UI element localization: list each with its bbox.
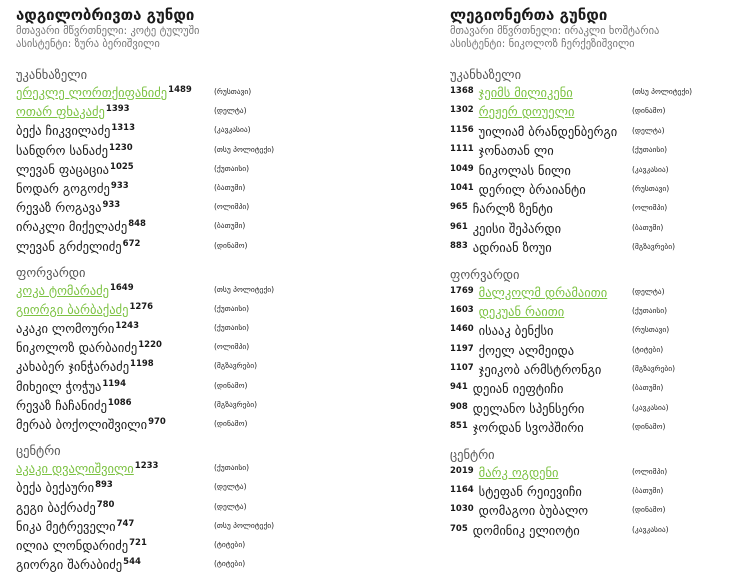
player-points: 1649 xyxy=(109,282,134,293)
player-name: ჯეიკობ არმსტრონგი xyxy=(478,362,602,378)
player-club: (ბათუმი) xyxy=(632,383,664,393)
player-points: 1107 xyxy=(450,363,474,374)
player-row xyxy=(16,159,336,178)
player-club: (დინამო) xyxy=(632,505,666,515)
player-points: 961 xyxy=(450,221,468,232)
player-name: ილია ლონდარიძე xyxy=(16,537,129,553)
player-row xyxy=(450,340,720,359)
player-name: სანდრო სანაძე xyxy=(16,142,109,158)
player-club: (ქუთაისი) xyxy=(214,463,250,473)
player-row xyxy=(16,356,336,375)
player-row xyxy=(16,477,336,496)
player-club: (თსუ პოლიტექი) xyxy=(214,520,275,530)
player-points: 1368 xyxy=(450,86,474,96)
player-name: სტეფან რეიევიჩი xyxy=(478,484,582,500)
player-points: 705 xyxy=(450,523,468,534)
player-points: 1243 xyxy=(115,321,140,332)
player-points: 780 xyxy=(96,499,115,510)
player-name: ნიკოლოზ დარბაიძე xyxy=(16,340,138,356)
player-row xyxy=(450,101,720,120)
player-row xyxy=(16,554,336,573)
player-points: 2019 xyxy=(450,465,474,476)
player-name: დერილ ბრაიანტი xyxy=(478,181,586,197)
player-points: 965 xyxy=(450,202,468,213)
player-points: 1603 xyxy=(450,304,474,315)
player-name-link[interactable]: მარკ ოგდენი xyxy=(478,464,559,480)
player-points: 1313 xyxy=(111,123,136,134)
player-row xyxy=(16,337,336,356)
player-name: გიორგი შარაბიძე xyxy=(16,557,123,573)
player-row xyxy=(16,82,336,101)
player-club: (ქუთაისი) xyxy=(632,305,668,315)
player-name-link[interactable]: ოთარ ფხაკაძე xyxy=(16,104,105,120)
player-club: (დელტა) xyxy=(214,106,247,116)
player-name: ჯორდან სვოპშირი xyxy=(472,420,584,436)
player-points: 1197 xyxy=(450,343,474,354)
player-row xyxy=(16,178,336,197)
player-points: 908 xyxy=(450,401,468,412)
player-club: (მგზავრები) xyxy=(632,364,676,374)
player-club: (ტიტები) xyxy=(214,559,246,569)
player-name: კეისი შეპარდი xyxy=(472,220,562,236)
player-club: (მგზავრები) xyxy=(214,361,258,371)
player-points: 1041 xyxy=(450,182,474,193)
player-name-link[interactable]: დეკუან რაითი xyxy=(478,303,565,319)
player-row xyxy=(450,140,720,159)
player-name-link[interactable]: კოკა ტომარაძე xyxy=(16,282,109,298)
player-points: 1198 xyxy=(130,359,154,370)
player-points: 747 xyxy=(116,518,135,529)
player-name: ადრიან ზოუი xyxy=(472,240,552,256)
player-name-link[interactable]: აკაკი დვალიშვილი xyxy=(16,461,134,477)
player-points: 1164 xyxy=(450,485,474,496)
player-points: 1393 xyxy=(105,104,130,115)
player-name: დომინიკ ელიოტი xyxy=(472,522,580,538)
position-group xyxy=(450,447,720,540)
player-name: ჯონათან ლი xyxy=(478,143,554,159)
player-club: (ოლიმპი) xyxy=(632,466,668,476)
player-club: (კავკასია) xyxy=(214,125,251,135)
position-label: უკანხაზელი xyxy=(450,67,522,82)
player-club: (კავკასია) xyxy=(632,402,669,412)
player-name: რევაზ ჩაჩანიძე xyxy=(16,397,107,413)
player-points: 933 xyxy=(102,200,121,211)
player-row xyxy=(450,179,720,198)
player-row xyxy=(450,398,720,417)
player-points: 883 xyxy=(450,241,468,252)
player-club: (მგზავრები) xyxy=(214,399,258,409)
player-row xyxy=(16,280,336,299)
player-points: 1230 xyxy=(109,142,133,153)
legionnaire-team-column xyxy=(450,6,720,539)
player-points: 1049 xyxy=(450,163,474,174)
player-club: (დელტა) xyxy=(632,125,665,135)
player-points: 851 xyxy=(450,421,468,432)
player-name: უილიამ ბრანდენბერგი xyxy=(478,123,618,139)
player-points: 1460 xyxy=(450,324,474,335)
player-name: დელანო სპენსერი xyxy=(472,400,585,416)
position-group xyxy=(16,265,336,434)
player-name: ბექა ჩიკვილაძე xyxy=(16,123,111,139)
position-group xyxy=(16,443,336,573)
position-group xyxy=(450,267,720,437)
player-row xyxy=(450,520,720,539)
player-name: რევაზ როგავა xyxy=(16,200,102,216)
player-row xyxy=(450,82,720,101)
player-row xyxy=(16,497,336,516)
player-club: (რუსთავი) xyxy=(214,87,252,96)
player-club: (ბათუმი) xyxy=(632,486,664,496)
player-club: (ბათუმი) xyxy=(632,222,664,232)
player-row xyxy=(450,282,720,301)
player-row xyxy=(450,121,720,140)
head-coach: მთავარი მწვრთნელი: ირაკლი ხოშტარია xyxy=(450,25,660,37)
player-name-link[interactable]: რეჟერ დოუელი xyxy=(478,104,575,120)
player-name: აკაკი ლომოური xyxy=(16,321,115,337)
player-row xyxy=(16,299,336,318)
player-name: ირაკლი მიქელაძე xyxy=(16,219,128,235)
player-row xyxy=(16,197,336,216)
player-name: დეიან იეფტიჩი xyxy=(472,381,564,397)
player-row xyxy=(16,236,336,255)
player-name: ნოდარ გოგოძე xyxy=(16,180,110,196)
player-row xyxy=(450,320,720,339)
player-row xyxy=(450,237,720,256)
player-row xyxy=(16,101,336,120)
player-club: (კავკასია) xyxy=(632,164,669,174)
team-title: ლეგიონერთა გუნდი xyxy=(450,6,608,24)
player-points: 1156 xyxy=(450,124,474,135)
player-club: (ქუთაისი) xyxy=(214,163,250,173)
player-club: (ოლიმპი) xyxy=(214,202,250,212)
player-name: ნიკოლას ნილი xyxy=(478,162,571,178)
player-club: (თსუ პოლიტექი) xyxy=(214,284,275,294)
player-points: 848 xyxy=(128,219,146,230)
player-club: (ბათუმი) xyxy=(214,182,246,192)
player-name: მიხეილ ჭოჭუა xyxy=(16,378,102,394)
player-club: (დელტა) xyxy=(632,286,665,296)
player-points: 893 xyxy=(95,480,113,491)
player-row xyxy=(16,414,336,433)
player-row xyxy=(450,198,720,217)
player-points: 1769 xyxy=(450,285,474,296)
player-row xyxy=(16,140,336,159)
head-coach: მთავარი მწვრთნელი: კოტე ტულუში xyxy=(16,25,200,37)
position-group xyxy=(450,67,720,257)
player-points: 1489 xyxy=(168,85,192,95)
player-row xyxy=(16,120,336,139)
player-row xyxy=(16,395,336,414)
player-club: (ოლიმპი) xyxy=(632,203,668,213)
player-club: (თსუ პოლიტექი) xyxy=(632,87,693,96)
position-label: ფორვარდი xyxy=(450,266,520,282)
position-groups xyxy=(450,67,720,539)
position-label: უკანხაზელი xyxy=(16,67,88,82)
assistant-coach: ასისტენტი: ნიკოლოზ ჩერქეზიშვილი xyxy=(450,38,635,50)
player-row xyxy=(450,218,720,237)
player-points: 672 xyxy=(122,238,141,249)
player-name: დომაგოი ბუბალო xyxy=(478,503,589,519)
player-club: (დინამო) xyxy=(214,419,248,428)
player-points: 1025 xyxy=(110,161,134,172)
player-name: ნიკა მეტრეველი xyxy=(16,518,116,534)
player-points: 1194 xyxy=(102,378,127,389)
assistant-coach: ასისტენტი: ზურა ბერიშვილი xyxy=(16,38,160,50)
player-club: (მგზავრები) xyxy=(632,242,676,252)
player-club: (რუსთავი) xyxy=(632,325,670,335)
player-club: (კავკასია) xyxy=(632,524,669,534)
player-club: (ქუთაისი) xyxy=(214,303,250,313)
player-club: (დინამო) xyxy=(214,240,248,250)
player-club: (ქუთაისი) xyxy=(214,323,250,333)
player-club: (ოლიმპი) xyxy=(214,342,250,352)
position-label: ცენტრი xyxy=(16,443,61,459)
player-club: (ბათუმი) xyxy=(214,221,246,231)
player-name-link[interactable]: გიორგი ბარბაქაძე xyxy=(16,301,129,317)
player-name: ქოელ ალმეიდა xyxy=(478,342,575,358)
player-name: ლევან ფაცაცია xyxy=(16,161,110,177)
player-row xyxy=(450,301,720,320)
player-row xyxy=(16,458,336,477)
player-row xyxy=(450,417,720,436)
player-club: (დელტა) xyxy=(214,501,247,511)
player-name: მერაბ ბოქოლიშვილი xyxy=(16,417,148,432)
player-row xyxy=(450,481,720,500)
player-row xyxy=(450,378,720,397)
player-club: (დინამო) xyxy=(632,422,666,432)
player-club: (დელტა) xyxy=(214,482,247,492)
player-name: კახაბერ ჯინჭარაძე xyxy=(16,359,130,375)
player-row xyxy=(16,376,336,395)
player-row xyxy=(16,516,336,535)
player-points: 1302 xyxy=(450,105,474,116)
player-points: 721 xyxy=(129,537,147,548)
position-groups xyxy=(16,67,336,573)
player-club: (ტიტები) xyxy=(632,344,664,354)
player-club: (რუსთავი) xyxy=(632,183,670,193)
player-row xyxy=(450,160,720,179)
player-points: 1111 xyxy=(450,144,474,155)
player-points: 1233 xyxy=(134,461,159,472)
player-club: (თსუ პოლიტექი) xyxy=(214,144,275,154)
player-club: (ტიტები) xyxy=(214,539,246,549)
player-club: (დინამო) xyxy=(214,380,248,390)
player-points: 941 xyxy=(450,382,468,393)
player-points: 1030 xyxy=(450,504,474,515)
position-label: ცენტრი xyxy=(450,446,495,462)
player-name-link[interactable]: ერეკლე ლორთქიფანიძე xyxy=(16,85,168,100)
player-club: (ქუთაისი) xyxy=(632,145,668,155)
player-points: 1086 xyxy=(107,397,132,408)
player-points: 1276 xyxy=(129,301,154,312)
player-name: გეგი ბაქრაძე xyxy=(16,499,96,515)
player-name-link[interactable]: მალკოლმ დრამაითი xyxy=(478,284,608,300)
player-row xyxy=(450,462,720,481)
player-row xyxy=(16,216,336,235)
player-name-link[interactable]: ჯეიმს მილიკენი xyxy=(478,85,573,100)
player-row xyxy=(16,535,336,554)
player-name: ჩარლზ ზენტი xyxy=(472,201,553,217)
player-points: 1220 xyxy=(138,340,162,351)
player-name: ბექა ბექაური xyxy=(16,480,95,496)
team-title: ადგილობრივთა გუნდი xyxy=(16,6,195,24)
player-row xyxy=(16,318,336,337)
player-row xyxy=(450,359,720,378)
player-name: ლევან გრძელიძე xyxy=(16,238,122,254)
player-points: 970 xyxy=(148,417,166,427)
player-club: (დინამო) xyxy=(632,106,666,116)
player-name: ისააკ ბენქსი xyxy=(478,323,554,339)
player-row xyxy=(450,500,720,519)
player-points: 933 xyxy=(110,180,129,191)
player-points: 544 xyxy=(123,557,141,568)
position-group xyxy=(16,67,336,255)
local-team-column xyxy=(16,6,336,573)
position-label: ფორვარდი xyxy=(16,264,86,280)
